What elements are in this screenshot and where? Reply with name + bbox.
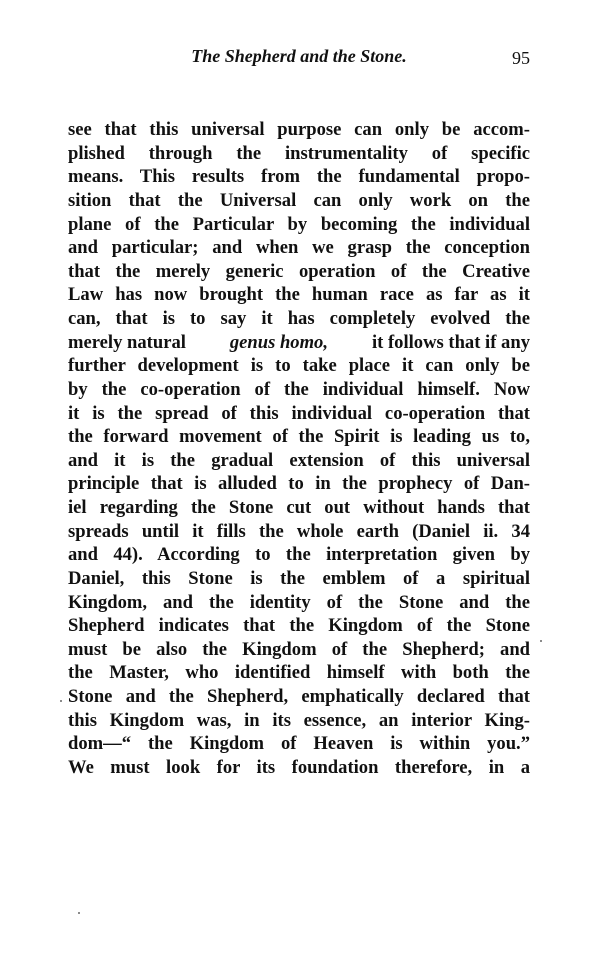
text-line: this Kingdom was, in its essence, an interior King-: [68, 709, 530, 731]
scan-speck: [540, 640, 542, 642]
text-line: spreads until it fills the whole earth (Daniel ii. 34: [68, 520, 530, 542]
text-line: dom—“ the Kingdom of Heaven is within you.”: [68, 733, 530, 755]
page-number: 95: [512, 48, 530, 68]
text-line: plished through the instrumentality of specific: [68, 142, 530, 164]
text-line: We must look for its foundation therefore, in a: [68, 756, 530, 778]
scan-speck: [60, 700, 62, 702]
text-line: by the co-operation of the individual himself. Now: [68, 378, 530, 400]
page-header: [68, 46, 530, 72]
text-line: that the merely generic operation of the Creative: [68, 260, 530, 282]
text-segment: it follows that if any: [367, 331, 530, 353]
text-line: Law has now brought the human race as far as it: [68, 284, 530, 306]
body-text: [68, 118, 530, 780]
text-line: it is the spread of this individual co-operation that: [68, 402, 530, 424]
text-line: means. This results from the fundamental propo-: [68, 166, 530, 188]
text-line: further development is to take place it can only be: [68, 355, 530, 377]
text-line: and 44). According to the interpretation given by: [68, 544, 530, 566]
text-line: Kingdom, and the identity of the Stone and the: [68, 591, 530, 613]
text-line: principle that is alluded to in the prophecy of Dan-: [68, 473, 530, 495]
text-line: [68, 331, 530, 355]
text-line: sition that the Universal can only work on the: [68, 189, 530, 211]
text-line: iel regarding the Stone cut out without hands that: [68, 497, 530, 518]
text-line: Daniel, this Stone is the emblem of a spiritual: [68, 567, 530, 589]
text-line: Shepherd indicates that the Kingdom of the Stone: [68, 615, 530, 637]
text-line: plane of the Particular by becoming the individual: [68, 213, 530, 235]
text-line: must be also the Kingdom of the Shepherd; and: [68, 638, 530, 660]
text-line: and it is the gradual extension of this universal: [68, 449, 530, 471]
text-line: the Master, who identified himself with both the: [68, 662, 530, 684]
text-line: Stone and the Shepherd, emphatically declared that: [68, 686, 530, 707]
text-line: and particular; and when we grasp the conception: [68, 237, 530, 259]
scan-speck: [78, 912, 80, 914]
text-line: see that this universal purpose can only be accom-: [68, 119, 530, 140]
text-line: the forward movement of the Spirit is leading us to,: [68, 426, 530, 448]
running-title: The Shepherd and the Stone.: [191, 46, 407, 66]
text-line: can, that is to say it has completely evolved the: [68, 308, 530, 329]
italic-term: genus homo,: [229, 331, 329, 353]
text-segment: merely natural: [68, 331, 191, 353]
